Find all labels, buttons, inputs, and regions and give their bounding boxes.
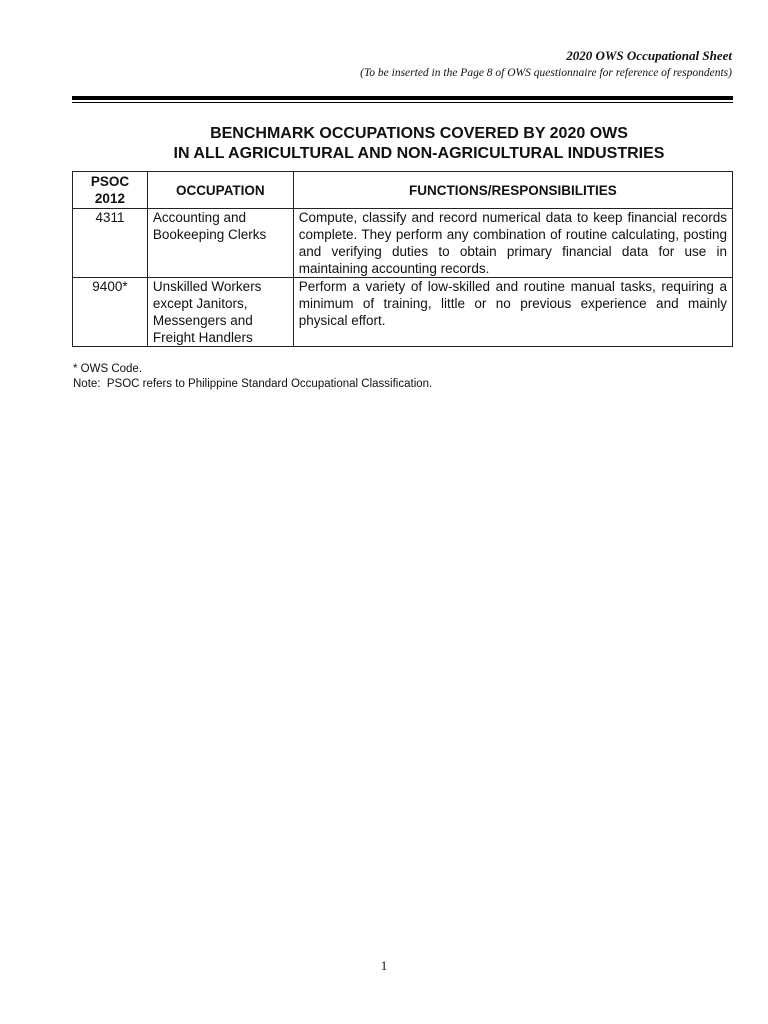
note-psoc: Note: PSOC refers to Philippine Standard Occupational Classification. xyxy=(73,378,433,390)
header-divider-thin xyxy=(72,102,733,103)
table-row xyxy=(73,278,733,347)
column-header-psoc-line-2: 2012 xyxy=(94,191,125,206)
column-header-functions: FUNCTIONS/RESPONSIBILITIES xyxy=(293,172,732,209)
document-title xyxy=(72,124,766,164)
psoc-code-cell: 4311 xyxy=(73,209,148,278)
footnote-ows-code: * OWS Code. xyxy=(73,363,143,375)
document-title-line-2: IN ALL AGRICULTURAL AND NON-AGRICULTURAL INDUSTRIES xyxy=(173,145,665,162)
table-header-row xyxy=(73,172,733,209)
functions-cell: Perform a variety of low-skilled and routine manual tasks, requiring a minimum of training, little or no previous experience and mainly physical effort. xyxy=(293,278,732,347)
column-header-psoc-line-1: PSOC xyxy=(90,174,130,189)
column-header-psoc xyxy=(73,172,148,209)
page-number: 1 xyxy=(380,958,388,973)
document-title-line-1: BENCHMARK OCCUPATIONS COVERED BY 2020 OWS xyxy=(210,125,628,142)
occupations-table xyxy=(72,171,733,347)
sheet-title: 2020 OWS Occupational Sheet xyxy=(566,48,732,63)
occupation-cell: Accounting and Bookeeping Clerks xyxy=(147,209,293,278)
sheet-subtitle: (To be inserted in the Page 8 of OWS questionnaire for reference of respondents) xyxy=(360,67,732,79)
psoc-code-cell: 9400* xyxy=(73,278,148,347)
table-row xyxy=(73,209,733,278)
occupation-cell: Unskilled Workers except Janitors, Messengers and Freight Handlers xyxy=(147,278,293,347)
table-notes xyxy=(73,362,432,392)
header-divider-thick xyxy=(72,96,733,100)
column-header-occupation: OCCUPATION xyxy=(147,172,293,209)
page-header xyxy=(360,47,732,81)
functions-cell: Compute, classify and record numerical data to keep financial records complete. They perform any combination of routine calculating, posting and verifying duties to obtain primary financial data for use in maintaining accounting records. xyxy=(293,209,732,278)
